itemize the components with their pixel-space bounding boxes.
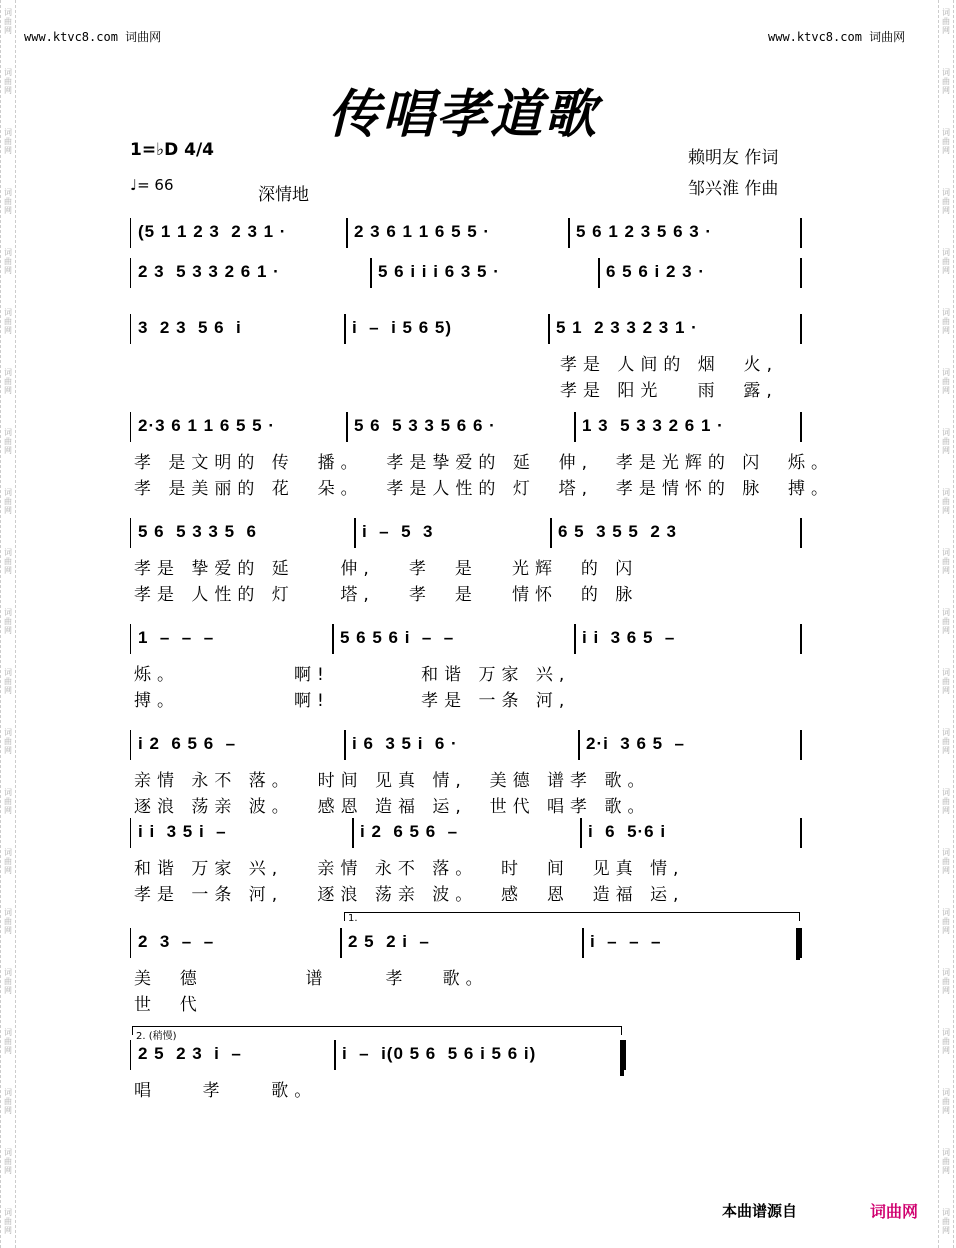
bar-line: [344, 314, 346, 344]
bar-line: [578, 730, 580, 760]
side-watermark-text: 词曲网: [942, 608, 950, 635]
measure-notes: i 6 5·6 i: [588, 822, 667, 841]
measure-notes: 2 5 2 3 i –: [138, 1044, 242, 1063]
side-watermark-text: 词曲网: [942, 668, 950, 695]
tempo-marking: ♩= 66: [130, 176, 174, 194]
bar-line: [130, 258, 131, 288]
side-watermark-text: 词曲网: [4, 668, 12, 695]
lyric-line: 亲情 永不 落。 时间 见真 情, 美德 谱孝 歌。: [134, 771, 651, 791]
side-watermark-text: 词曲网: [942, 188, 950, 215]
bar-line: [130, 818, 131, 848]
lyric-line: 孝是 阳光 雨 露,: [560, 381, 778, 401]
lyric-line: 和谐 万家 兴, 亲情 永不 落。 时 间 见真 情,: [134, 859, 685, 879]
side-watermark-text: 词曲网: [4, 1088, 12, 1115]
volta-2-bracket: [132, 1026, 622, 1035]
lyric-line: 孝是 一条 河, 逐浪 荡亲 波。 感 恩 造福 运,: [134, 885, 685, 905]
bar-line: [332, 624, 334, 654]
bar-line: [574, 412, 576, 442]
bar-line: [130, 730, 131, 760]
expression-marking: 深情地: [258, 185, 309, 205]
measure-notes: i – – –: [590, 932, 662, 951]
bar-line: [340, 928, 342, 958]
measure-notes: i i 3 5 i –: [138, 822, 227, 841]
bar-line: [130, 624, 131, 654]
side-watermark-text: 词曲网: [4, 728, 12, 755]
side-watermark-text: 词曲网: [4, 488, 12, 515]
side-watermark-text: 词曲网: [942, 1088, 950, 1115]
volta-1-label: 1.: [348, 913, 358, 924]
bar-line: [800, 412, 802, 442]
side-watermark-text: 词曲网: [942, 788, 950, 815]
measure-notes: i 2 6 5 6 –: [138, 734, 237, 753]
bar-line: [130, 412, 131, 442]
side-watermark-text: 词曲网: [4, 128, 12, 155]
bar-line: [130, 314, 131, 344]
volta-1-bracket: [344, 912, 800, 921]
lyric-line: 世 代: [134, 995, 203, 1015]
measure-notes: i – i 5 6 5): [352, 318, 452, 337]
measure-notes: 1 3 5 3 3 2 6 1 ·: [582, 416, 724, 435]
header-right-site: www.ktvc8.com 词曲网: [768, 30, 906, 44]
final-barline: [620, 1040, 624, 1076]
measure-notes: i – i(0 5 6 5 6 i 5 6 i): [342, 1044, 537, 1063]
lyric-line: 孝 是文明的 传 播。 孝是挚爱的 延 伸, 孝是光辉的 闪 烁。: [134, 453, 835, 473]
measure-notes: 2 3 – –: [138, 932, 215, 951]
volta-2-label: 2. (稍慢): [136, 1031, 177, 1042]
lyric-line: 美 德 谱 孝 歌。: [134, 969, 489, 989]
bar-line: [334, 1040, 336, 1070]
bar-line: [344, 730, 346, 760]
song-title: 传唱孝道歌: [328, 84, 599, 145]
bar-line: [130, 518, 131, 548]
measure-notes: 5 1 2 3 3 2 3 1 ·: [556, 318, 698, 337]
side-watermark-text: 词曲网: [4, 1028, 12, 1055]
side-watermark-text: 词曲网: [942, 728, 950, 755]
bar-line: [800, 624, 802, 654]
footer-brand-link[interactable]: 词曲网: [870, 1202, 919, 1221]
repeat-barline: [796, 928, 800, 960]
lyric-line: 搏。 啊! 孝是 一条 河,: [134, 691, 571, 711]
side-watermark-text: 词曲网: [942, 968, 950, 995]
measure-notes: (5 1 1 2 3 2 3 1 ·: [138, 222, 287, 241]
side-watermark-text: 词曲网: [942, 1028, 950, 1055]
bar-line: [354, 518, 356, 548]
bar-line: [800, 518, 802, 548]
side-watermark-text: 词曲网: [4, 1148, 12, 1175]
measure-notes: i 6 3 5 i 6 ·: [352, 734, 458, 753]
side-watermark-text: 词曲网: [4, 368, 12, 395]
bar-line: [800, 818, 802, 848]
footer-source-label: 本曲谱源自: [722, 1202, 798, 1220]
side-watermark-text: 词曲网: [4, 68, 12, 95]
measure-notes: 2·3 6 1 1 6 5 5 ·: [138, 416, 276, 435]
side-watermark-text: 词曲网: [4, 1208, 12, 1235]
bar-line: [130, 928, 131, 958]
side-watermark-text: 词曲网: [942, 848, 950, 875]
side-watermark-text: 词曲网: [4, 308, 12, 335]
lyric-line: 逐浪 荡亲 波。 感恩 造福 运, 世代 唱孝 歌。: [134, 797, 651, 817]
lyric-line: 孝 是美丽的 花 朵。 孝是人性的 灯 塔, 孝是情怀的 脉 搏。: [134, 479, 835, 499]
measure-notes: 5 6 5 3 3 5 6: [138, 522, 257, 541]
measure-notes: i – 5 3: [362, 522, 434, 541]
bar-line: [800, 314, 802, 344]
measure-notes: 2·i 3 6 5 –: [586, 734, 685, 753]
side-watermark-text: 词曲网: [4, 548, 12, 575]
bar-line: [800, 218, 802, 248]
side-watermark-text: 词曲网: [4, 188, 12, 215]
side-watermark-text: 词曲网: [4, 788, 12, 815]
measure-notes: 5 6 5 3 3 5 6 6 ·: [354, 416, 496, 435]
bar-line: [548, 314, 550, 344]
bar-line: [582, 928, 584, 958]
left-watermark-strip: [0, 0, 16, 1248]
side-watermark-text: 词曲网: [4, 8, 12, 35]
measure-notes: 5 6 5 6 i – –: [340, 628, 455, 647]
bar-line: [598, 258, 600, 288]
side-watermark-text: 词曲网: [942, 128, 950, 155]
measure-notes: 5 6 i i i 6 3 5 ·: [378, 262, 500, 281]
lyric-line: 孝是 人间的 烟 火,: [560, 355, 779, 375]
bar-line: [580, 818, 582, 848]
side-watermark-text: 词曲网: [942, 68, 950, 95]
side-watermark-text: 词曲网: [4, 908, 12, 935]
side-watermark-text: 词曲网: [942, 908, 950, 935]
side-watermark-text: 词曲网: [4, 428, 12, 455]
side-watermark-text: 词曲网: [942, 428, 950, 455]
side-watermark-text: 词曲网: [4, 608, 12, 635]
right-watermark-strip: [938, 0, 954, 1248]
measure-notes: 5 6 1 2 3 5 6 3 ·: [576, 222, 713, 241]
key-signature: 1=♭D 4/4: [130, 140, 214, 160]
bar-line: [800, 730, 802, 760]
composer: 邹兴淮 作曲: [688, 179, 779, 199]
header-left-site: www.ktvc8.com 词曲网: [24, 30, 162, 44]
lyric-line: 唱 孝 歌。: [134, 1081, 318, 1101]
side-watermark-text: 词曲网: [942, 248, 950, 275]
side-watermark-text: 词曲网: [942, 308, 950, 335]
measure-notes: 6 5 6 i 2 3 ·: [606, 262, 705, 281]
measure-notes: 1 – – –: [138, 628, 215, 647]
side-watermark-text: 词曲网: [942, 1148, 950, 1175]
side-watermark-text: 词曲网: [4, 248, 12, 275]
side-watermark-text: 词曲网: [4, 968, 12, 995]
side-watermark-text: 词曲网: [4, 848, 12, 875]
measure-notes: 3 2 3 5 6 i: [138, 318, 242, 337]
measure-notes: 2 5 2 i –: [348, 932, 430, 951]
bar-line: [800, 928, 802, 958]
measure-notes: 2 3 6 1 1 6 5 5 ·: [354, 222, 491, 241]
side-watermark-text: 词曲网: [942, 548, 950, 575]
bar-line: [624, 1040, 626, 1070]
bar-line: [574, 624, 576, 654]
bar-line: [370, 258, 372, 288]
bar-line: [568, 218, 570, 248]
side-watermark-text: 词曲网: [942, 8, 950, 35]
bar-line: [800, 258, 802, 288]
measure-notes: i 2 6 5 6 –: [360, 822, 459, 841]
bar-line: [550, 518, 552, 548]
side-watermark-text: 词曲网: [942, 368, 950, 395]
bar-line: [346, 218, 348, 248]
lyric-line: 孝是 挚爱的 延 伸, 孝 是 光辉 的 闪: [134, 559, 639, 579]
side-watermark-text: 词曲网: [942, 1208, 950, 1235]
bar-line: [130, 218, 131, 248]
bar-line: [352, 818, 354, 848]
lyric-line: 烁。 啊! 和谐 万家 兴,: [134, 665, 571, 685]
lyricist: 赖明友 作词: [688, 148, 779, 168]
measure-notes: 6 5 3 5 5 2 3: [558, 522, 677, 541]
measure-notes: i i 3 6 5 –: [582, 628, 676, 647]
measure-notes: 2 3 5 3 3 2 6 1 ·: [138, 262, 280, 281]
bar-line: [130, 1040, 131, 1070]
side-watermark-text: 词曲网: [942, 488, 950, 515]
lyric-line: 孝是 人性的 灯 塔, 孝 是 情怀 的 脉: [134, 585, 639, 605]
bar-line: [346, 412, 348, 442]
